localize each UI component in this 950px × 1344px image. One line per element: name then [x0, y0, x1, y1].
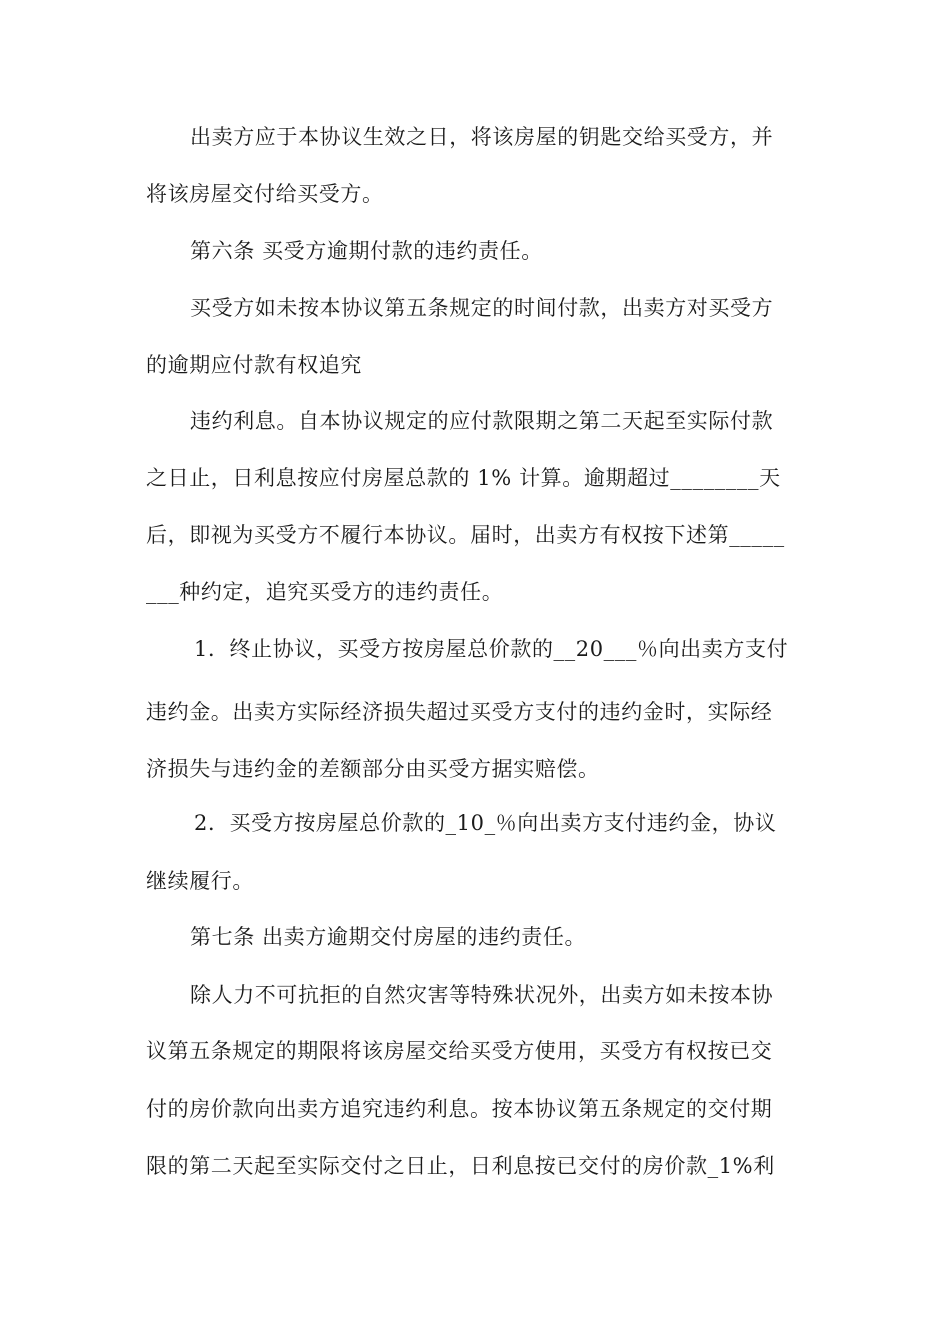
text-line-11: 违约金。出卖方实际经济损失超过买受方支付的违约金时，实际经 [146, 700, 773, 724]
text-line-16: 除人力不可抗拒的自然灾害等特殊状况外，出卖方如未按本协 [190, 983, 774, 1007]
text-line-7: 之日止，日利息按应付房屋总款的 1% 计算。逾期超过________天 [146, 466, 781, 490]
text-line-19: 限的第二天起至实际交付之日止，日利息按已交付的房价款_1%利 [146, 1154, 775, 1178]
text-line-8: 后，即视为买受方不履行本协议。届时，出卖方有权按下述第_____ [146, 523, 785, 547]
text-line-6: 违约利息。自本协议规定的应付款限期之第二天起至实际付款 [190, 409, 774, 433]
text-line-17: 议第五条规定的期限将该房屋交给买受方使用，买受方有权按已交 [146, 1039, 773, 1063]
text-line-5: 的逾期应付款有权追究 [146, 353, 362, 377]
text-line-2: 将该房屋交付给买受方。 [146, 182, 384, 206]
text-line-9: ___种约定，追究买受方的违约责任。 [146, 580, 504, 604]
article-seven-heading: 第七条 出卖方逾期交付房屋的违约责任。 [190, 925, 587, 949]
clause-2-line: 2．买受方按房屋总价款的_10_％向出卖方支付违约金，协议 [194, 811, 777, 835]
clause-1-line: 1．终止协议，买受方按房屋总价款的__20___％向出卖方支付 [194, 637, 789, 661]
text-line-1: 出卖方应于本协议生效之日，将该房屋的钥匙交给买受方，并 [190, 125, 774, 149]
text-line-12: 济损失与违约金的差额部分由买受方据实赔偿。 [146, 757, 600, 781]
text-line-4: 买受方如未按本协议第五条规定的时间付款，出卖方对买受方 [190, 296, 774, 320]
text-line-14: 继续履行。 [146, 869, 254, 893]
text-line-18: 付的房价款向出卖方追究违约利息。按本协议第五条规定的交付期 [146, 1097, 773, 1121]
article-six-heading: 第六条 买受方逾期付款的违约责任。 [190, 239, 543, 263]
